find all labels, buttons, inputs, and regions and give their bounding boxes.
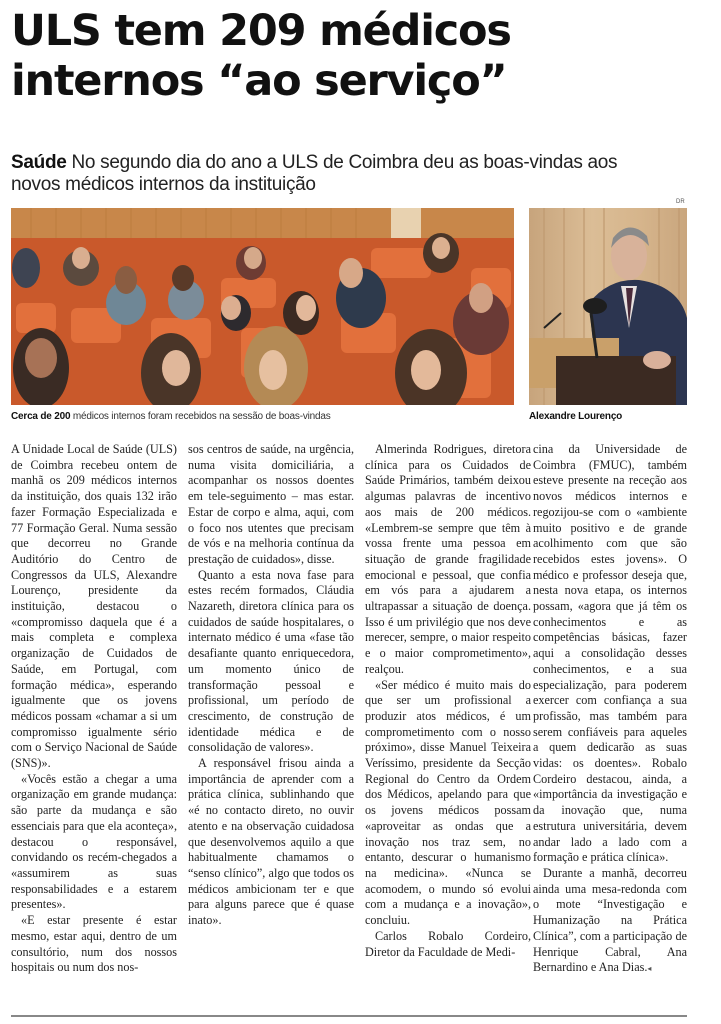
headline-line-1: ULS tem 209 médicos <box>11 6 511 56</box>
paragraph-final-text: Durante a manhã, decorreu ainda uma mesa-redonda com o mote “Investigação e Humanização na Prática Clínica”, com a participação de Henrique Cabral, Ana Bernardino e Ana Dias. <box>533 865 687 975</box>
audience-photo-illustration <box>11 208 514 405</box>
audience-photo <box>11 208 514 405</box>
speaker-photo-illustration <box>529 208 687 405</box>
main-caption-text: médicos internos foram recebidos na sessão de boas-vindas <box>70 411 331 422</box>
headline-line-2: internos “ao serviço” <box>11 56 507 106</box>
paragraph: Quanto a esta nova fase para estes recém formados, Cláudia Nazareth, diretora clínica para os cuidados de saúde hospitalares, o internato médico é uma «fase tão desafiante quanto enriquecedora, um momento único de transformação pessoal e profissional, um período de crescimento, de construção de identidade médica e de consolidação de valores». <box>188 567 354 755</box>
paragraph: Almerinda Rodrigues, diretora clínica para os Cuidados de Saúde Primários, também deixou algumas palavras de incentivo aos mais de 200 médicos. «Lembrem-se sempre que têm à vossa frente uma pessoa em situação de grande fragilidade emocional e pessoal, que confia em vós para a ajudarem a ultrapassar a situação de doença. Isso é um privilégio que nos deve merecer, sempre, o maior respeito e o maior comprometimento», realçou. <box>365 442 531 676</box>
paragraph: cina da Universidade de Coimbra (FMUC), também esteve presente na receção aos novos médicos internos e regozijou-se com o «ambiente muito positivo e de grande acolhimento com que são recebidos estes jovens». O médico e professor deseja que, nesta nova etapa, os internos possam, «agora que já têm os conhecimentos e as competências básicas, fazer aqui a consolidação desses conhecimentos, e a sua especialização, para poderem exercer com confiança a sua profissão, mas também para serem confiáveis para aqueles a quem dedicarão as suas vidas: os doentes». Robalo Cordeiro destacou, ainda, a «importância da investigação e da inovação que, numa estrutura universitária, devem andar lado a lado com a formação e prática clínica». <box>533 442 687 865</box>
speaker-photo <box>529 208 687 405</box>
article-column-3 <box>365 442 531 960</box>
lead-text: No segundo dia do ano a ULS de Coimbra deu as boas-vindas aos novos médicos internos da instituição <box>11 152 618 195</box>
bottom-rule <box>11 1015 687 1017</box>
article-column-1 <box>11 442 177 976</box>
article-column-4 <box>533 442 687 977</box>
paragraph: «E estar presente é estar mesmo, estar aqui, dentro de um consultório, num dos nossos hospitais ou num dos nos- <box>11 913 177 975</box>
end-mark-icon: ◂ <box>647 964 652 974</box>
paragraph-final <box>533 866 687 977</box>
lead-kicker: Saúde <box>11 152 67 173</box>
paragraph: «Vocês estão a chegar a uma organização em grande mudança: são parte da mudança e são essenciais para que ela aconteça», destacou o responsável, convidando os recém-chegados a «assumirem as suas responsabilidades e a estarem presentes». <box>11 771 177 912</box>
photo-credit: DR <box>676 199 685 205</box>
headline <box>11 6 711 106</box>
article-column-2 <box>188 442 354 929</box>
paragraph: A Unidade Local de Saúde (ULS) de Coimbra recebeu ontem de manhã os 209 médicos internos da instituição, dos quais 132 irão fazer Formação Especializada e 77 Formação Geral. Numa sessão que decorreu no Grande Auditório do Centro de Congressos da ULS, Alexandre Lourenço, presidente da instituição, destacou o «compromisso daquela que é a mais completa e complexa organização de Cuidados de Saúde, em Portugal, com formação médica», esperando igualmente que os jovens médicos possam «chamar a si um compromisso igualmente sério com o Serviço Nacional de Saúde (SNS)». <box>11 442 177 771</box>
side-caption-name: Alexandre Lourenço <box>529 411 623 422</box>
side-photo-caption <box>529 411 622 422</box>
paragraph: A responsável frisou ainda a importância de aprender com a prática clínica, sublinhando que «é no contacto direto, no ouvir atento e na observação cuidadosa que desenvolvemos aquilo a que habitualmente chamamos o “senso clínico”, algo que todos os médicos ambicionam ter e que para alguns parece que é quase inato». <box>188 756 354 928</box>
main-photo-caption <box>11 411 331 422</box>
microphone-small <box>544 313 561 328</box>
paragraph: «Ser médico é muito mais do que ser um profissional a produzir atos médicos, é um comprometimento com o nosso próximo», disse Manuel Teixeira Veríssimo, presidente da Secção Regional do Centro da Ordem dos Médicos, apelando para que os jovens médicos possam «aproveitar as ondas que a inovação nos traz sem, no entanto, descurar o humanismo na medicina». «Nunca se acomodem, o mundo só evolui com a mudança e a inovação», concluiu. <box>365 677 531 928</box>
lead-paragraph <box>11 152 651 196</box>
paragraph: Carlos Robalo Cordeiro, Diretor da Faculdade de Medi- <box>365 928 531 959</box>
speaker-hand <box>643 351 671 369</box>
main-caption-bold: Cerca de 200 <box>11 411 71 422</box>
microphone-icon <box>583 298 607 314</box>
paragraph: sos centros de saúde, na urgência, numa visita domiciliária, a acompanhar os nossos doentes em tele-seguimento – mas estar. Estar de corpo e alma, aqui, com o foco nos utentes que precisam de vós e na melhoria contínua da prestação de cuidados», disse. <box>188 442 354 566</box>
